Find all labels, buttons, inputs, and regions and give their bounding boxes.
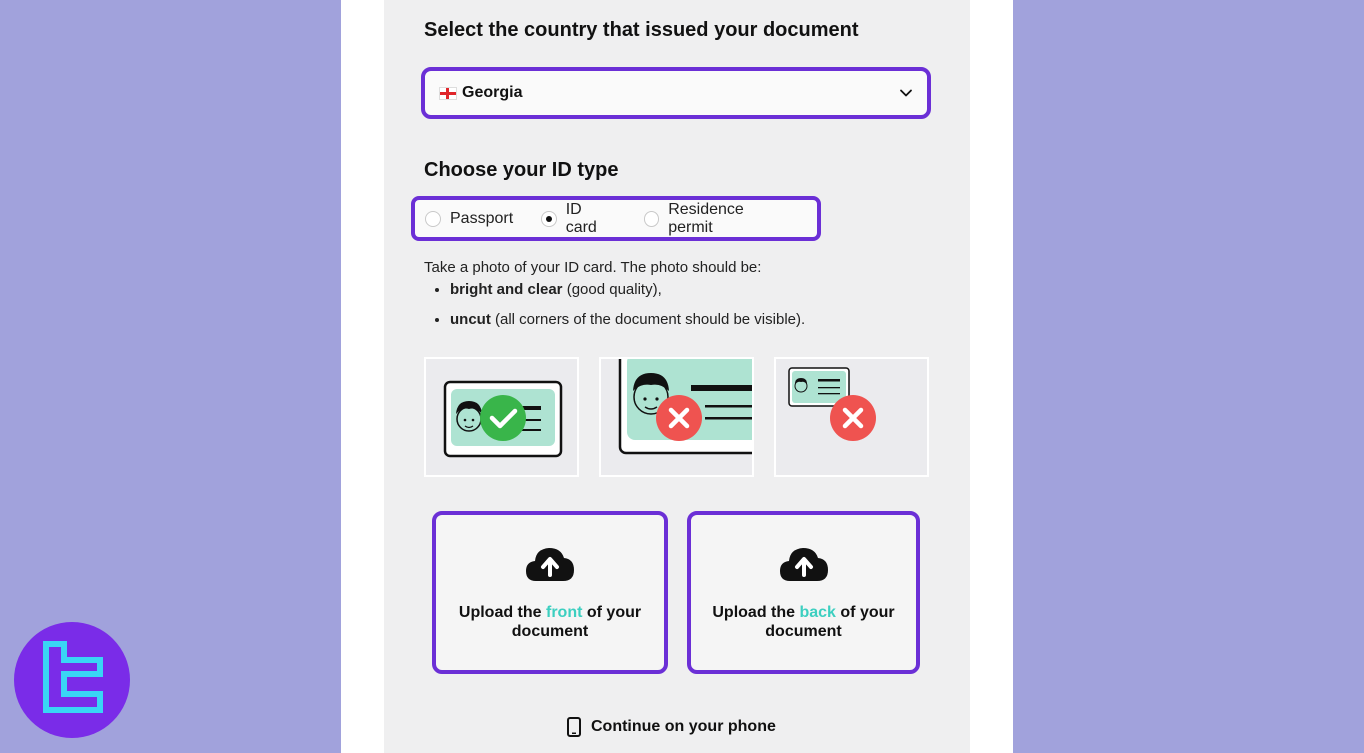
smartphone-icon <box>567 717 581 737</box>
georgia-flag-icon <box>439 87 457 100</box>
upload-front-accent: front <box>546 604 583 621</box>
tc-logo-icon <box>14 622 130 738</box>
chevron-down-icon <box>899 86 913 100</box>
country-select-value: Georgia <box>462 84 523 101</box>
requirement-bold: uncut <box>450 311 491 328</box>
photo-requirements-list <box>424 280 805 340</box>
cloud-upload-icon <box>524 545 576 583</box>
requirement-detail: (all corners of the document should be visible). <box>490 311 806 328</box>
radio-button[interactable] <box>644 211 660 227</box>
radio-button-selected[interactable] <box>541 211 557 227</box>
requirement-bold: bright and clear <box>450 281 563 298</box>
cloud-upload-icon <box>778 545 830 583</box>
continue-on-phone-label: Continue on your phone <box>591 718 776 735</box>
id-card-too-far-icon <box>776 359 929 477</box>
upload-front-button[interactable] <box>432 511 668 674</box>
upload-back-label <box>704 603 904 641</box>
id-type-heading: Choose your ID type <box>424 159 619 181</box>
radio-id-card[interactable] <box>541 201 615 237</box>
upload-back-accent: back <box>799 604 836 621</box>
radio-residence-permit[interactable] <box>644 201 789 237</box>
upload-back-button[interactable] <box>687 511 920 674</box>
radio-passport[interactable] <box>425 210 513 228</box>
id-card-correct-icon <box>426 359 579 477</box>
requirement-detail: (good quality), <box>562 281 662 298</box>
continue-on-phone-link[interactable] <box>567 717 776 737</box>
list-item <box>450 310 805 330</box>
upload-back-post: of your document <box>765 604 895 640</box>
upload-front-post: of your document <box>511 604 642 640</box>
country-heading: Select the country that issued your document <box>424 19 859 41</box>
too-far-example-illustration <box>774 357 929 477</box>
upload-back-pre: Upload the <box>712 604 800 621</box>
radio-label-residence-permit: Residence permit <box>668 200 744 236</box>
too-close-example-illustration <box>599 357 754 477</box>
document-form-panel <box>384 0 970 753</box>
id-card-too-close-icon <box>601 359 754 477</box>
radio-button[interactable] <box>425 211 441 227</box>
id-type-radio-group <box>411 196 821 241</box>
good-example-illustration <box>424 357 579 477</box>
list-item <box>450 280 805 300</box>
photo-instructions: Take a photo of your ID card. The photo should be: <box>424 259 762 276</box>
upload-front-pre: Upload the <box>458 604 546 621</box>
radio-label-passport: Passport <box>450 209 514 227</box>
country-select[interactable] <box>421 67 931 119</box>
upload-front-label <box>450 603 650 641</box>
radio-label-id-card: ID card <box>565 200 597 236</box>
brand-logo <box>14 622 130 738</box>
verification-page <box>341 0 1013 753</box>
